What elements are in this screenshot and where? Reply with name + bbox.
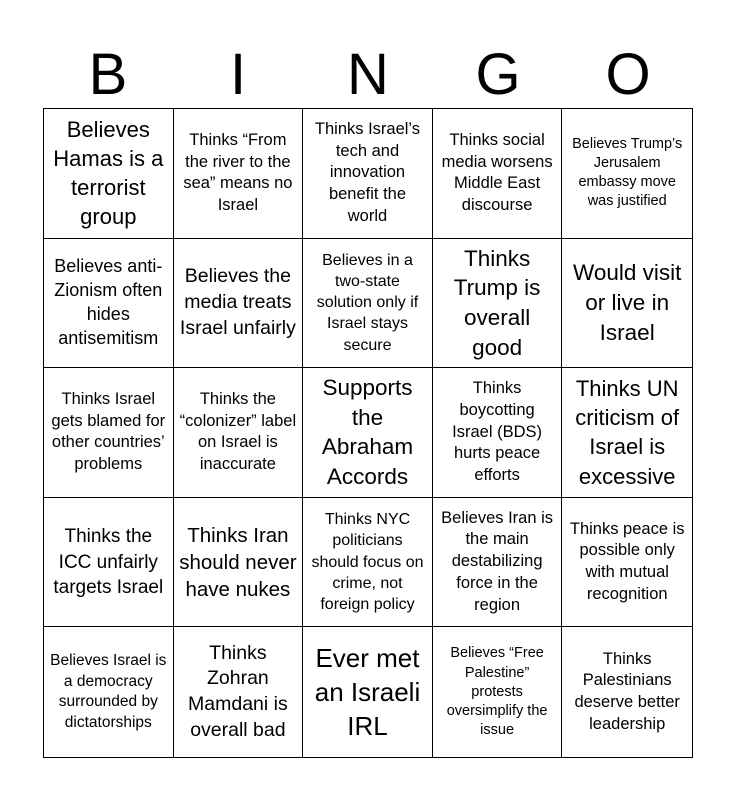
- bingo-cell-text: Thinks Zohran Mamdani is overall bad: [188, 641, 288, 741]
- header-letter-i: I: [229, 42, 247, 107]
- bingo-cell[interactable]: [433, 109, 563, 239]
- bingo-cell[interactable]: [562, 109, 692, 239]
- bingo-cell-text: Thinks peace is possible only with mutual recognition: [569, 519, 685, 603]
- bingo-cell-text: Thinks Trump is overall good: [453, 245, 541, 360]
- bingo-cell-text: Believes Hamas is a terrorist group: [53, 117, 164, 230]
- bingo-cell-text: Would visit or live in Israel: [573, 260, 682, 345]
- bingo-cell[interactable]: [562, 627, 692, 757]
- bingo-cell-text: Thinks Palestinians deserve better leadership: [574, 649, 680, 733]
- bingo-cell-text: Thinks the ICC unfairly targets Israel: [53, 526, 164, 598]
- bingo-cell-text: Thinks Israel’s tech and innovation benefit the world: [314, 119, 421, 225]
- bingo-cell[interactable]: [174, 627, 304, 757]
- bingo-cell[interactable]: [44, 498, 174, 628]
- bingo-cell[interactable]: [174, 368, 304, 498]
- bingo-cell-text: Believes in a two-state solution only if Israel stays secure: [316, 252, 419, 354]
- bingo-cell-text: Believes Trump’s Jerusalem embassy move was justified: [572, 136, 683, 210]
- bingo-cell[interactable]: [174, 239, 304, 369]
- bingo-cell-text: Believes the media treats Israel unfairly: [179, 265, 296, 339]
- header-letter-o: O: [605, 42, 651, 107]
- bingo-cell-text: Believes Israel is a democracy surrounded by dictatorships: [50, 652, 167, 731]
- bingo-cell[interactable]: [44, 368, 174, 498]
- bingo-cell-text: Thinks Iran should never have nukes: [179, 523, 297, 601]
- bingo-cell[interactable]: [303, 498, 433, 628]
- bingo-cell-text: Thinks boycotting Israel (BDS) hurts peace efforts: [452, 379, 543, 485]
- bingo-grid: [43, 108, 693, 758]
- bingo-cell-text: Thinks Israel gets blamed for other countries’ problems: [51, 389, 166, 474]
- bingo-cell[interactable]: [562, 498, 692, 628]
- bingo-cell-text: Believes Iran is the main destabilizing force in the region: [441, 508, 554, 614]
- header-letter-n: N: [347, 42, 389, 107]
- bingo-cell-text: Supports the Abraham Accords: [321, 375, 414, 490]
- bingo-cell-text: Believes “Free Palestine” protests oversimplify the issue: [446, 645, 548, 738]
- bingo-cell-text: Believes anti-Zionism often hides antisemitism: [54, 256, 163, 348]
- bingo-cell-text: Ever met an Israeli IRL: [314, 642, 421, 742]
- header-letter-g: G: [475, 42, 521, 107]
- bingo-header: [43, 42, 693, 108]
- bingo-cell[interactable]: [433, 239, 563, 369]
- bingo-cell[interactable]: [303, 239, 433, 369]
- bingo-cell-text: Thinks UN criticism of Israel is excessive: [575, 376, 680, 489]
- header-letter-b: B: [88, 42, 128, 107]
- bingo-cell[interactable]: [433, 627, 563, 757]
- bingo-cell[interactable]: [44, 627, 174, 757]
- bingo-cell-text: Thinks social media worsens Middle East discourse: [441, 130, 553, 215]
- bingo-cell[interactable]: [433, 368, 563, 498]
- bingo-cell[interactable]: [174, 109, 304, 239]
- bingo-cell[interactable]: [303, 627, 433, 757]
- bingo-cell[interactable]: [562, 239, 692, 369]
- bingo-cell[interactable]: [303, 368, 433, 498]
- bingo-cell[interactable]: [433, 498, 563, 628]
- bingo-cell-text: Thinks “From the river to the sea” means no Israel: [183, 130, 293, 215]
- bingo-cell[interactable]: [303, 109, 433, 239]
- bingo-cell[interactable]: [562, 368, 692, 498]
- bingo-cell-text: Thinks NYC politicians should focus on crime, not foreign policy: [311, 511, 424, 613]
- bingo-cell[interactable]: [44, 109, 174, 239]
- bingo-cell[interactable]: [44, 239, 174, 369]
- bingo-cell-text: Thinks the “colonizer” label on Israel is inaccurate: [179, 389, 297, 474]
- bingo-cell[interactable]: [174, 498, 304, 628]
